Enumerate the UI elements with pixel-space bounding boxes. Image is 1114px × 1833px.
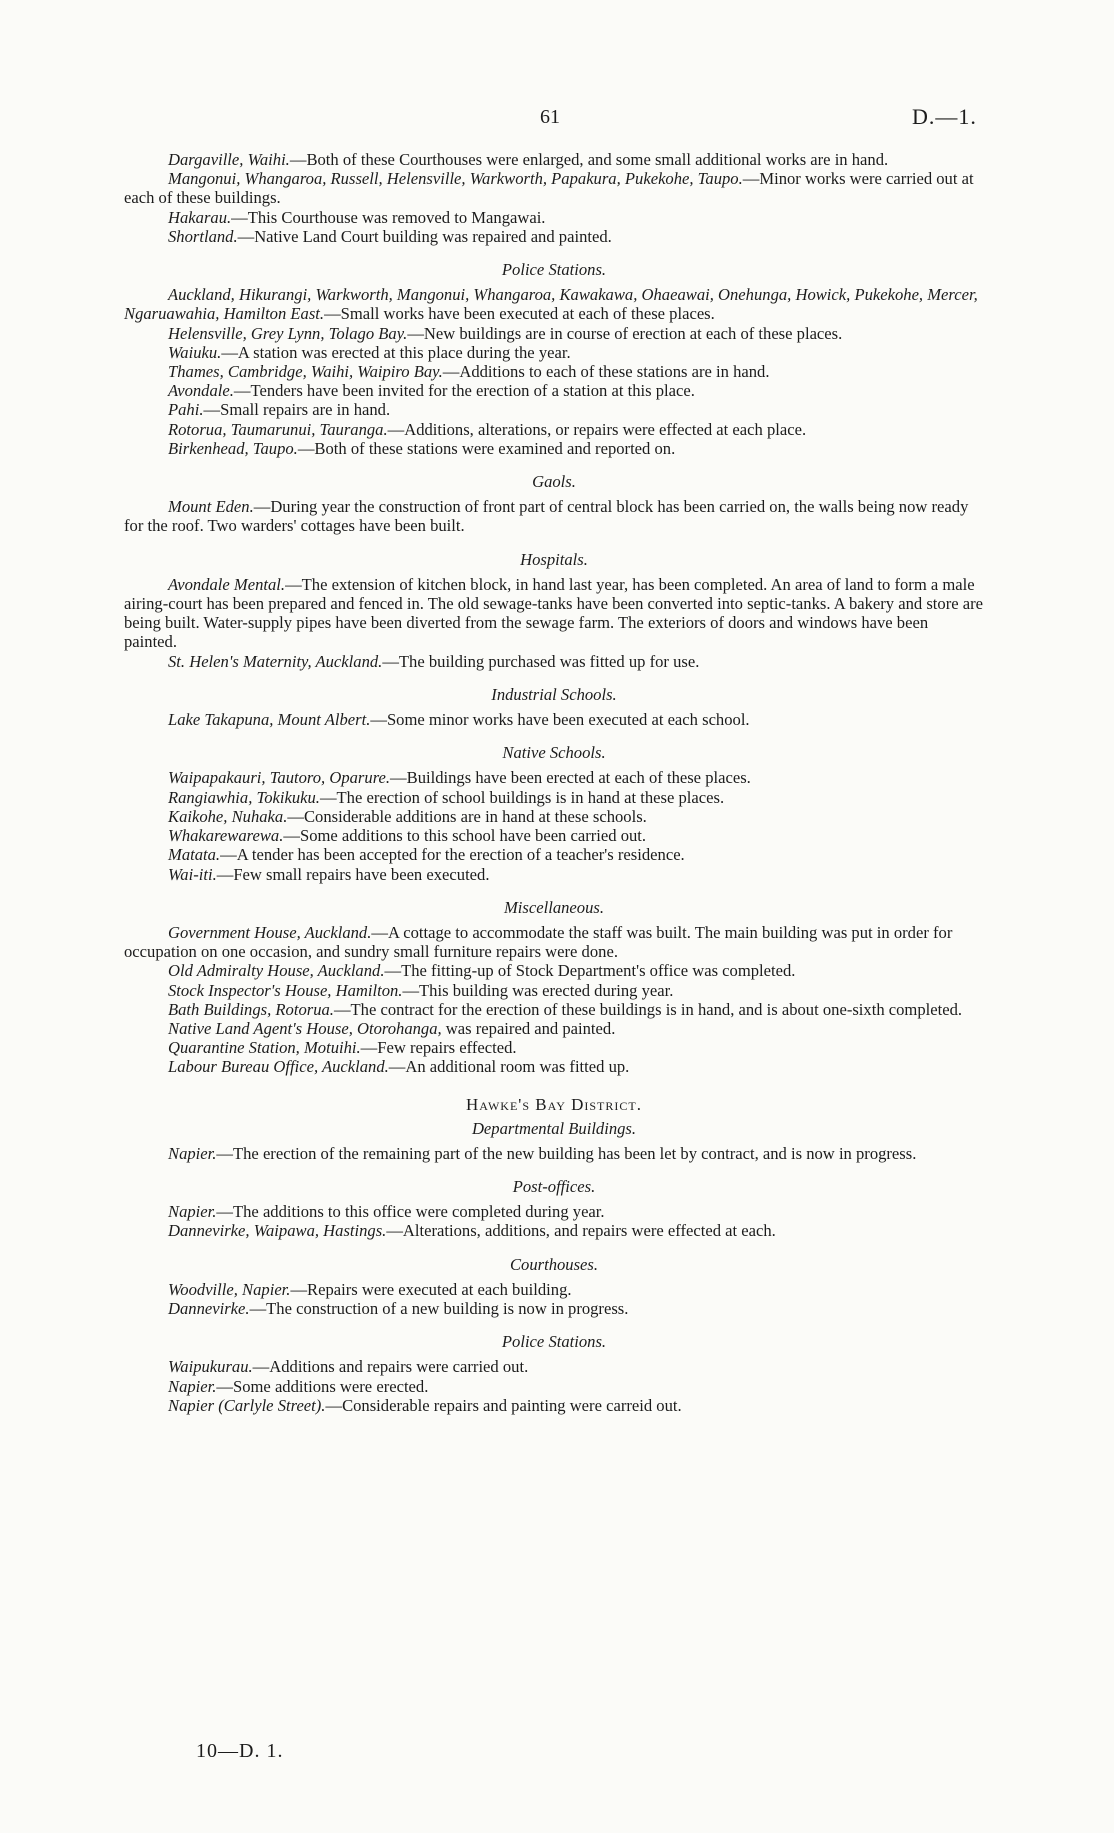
entry-text: —Some additions were erected. (216, 1376, 429, 1396)
report-entry (124, 923, 984, 961)
section-heading: Gaols. (532, 472, 576, 492)
report-entry (124, 1377, 984, 1396)
entry-location: Dargaville, Waihi. (168, 150, 290, 169)
entry-text: —Minor works were carried out at each of these buildings. (124, 169, 974, 208)
entry-location: Napier (Carlyle Street). (168, 1395, 326, 1415)
entry-text: —Both of these Courthouses were enlarged, and some small additional works are in hand. (289, 150, 889, 169)
entry-text: —The contract for the erection of these buildings is in hand, and is about one-sixth completed. (333, 999, 963, 1019)
entry-location: Wai-iti. (168, 864, 217, 884)
report-entry (124, 845, 984, 864)
entry-location: Dannevirke. (168, 1298, 250, 1318)
entry-text: —The extension of kitchen block, in hand last year, has been completed. An area of land to form a male airing-court has been prepared and fenced in. The old sewage-tanks have been converted into septic-tanks. A bakery and store are being built. Water-supply pipes have been diverted from the sewage farm. The exteriors of doors and windows have been painted. (124, 574, 984, 652)
entry-text: —Small repairs are in hand. (203, 400, 391, 420)
section-heading: Police Stations. (501, 260, 607, 280)
report-entry (124, 1396, 984, 1415)
page-number: 61 (540, 106, 560, 128)
entry-text: —Additions, alterations, or repairs were effected at each place. (387, 419, 807, 439)
entry-location: Mount Eden. (168, 497, 254, 517)
entry-location: Shortland. (168, 226, 238, 246)
report-entry (124, 961, 984, 980)
report-entry (124, 497, 984, 535)
entry-text: —A tender has been accepted for the erection of a teacher's residence. (220, 845, 685, 865)
report-entry (124, 362, 984, 381)
report-entry (124, 150, 984, 169)
entry-text: —This Courthouse was removed to Mangawai. (231, 207, 546, 227)
entry-location: Napier. (168, 1143, 217, 1163)
entry-location: St. Helen's Maternity, Auckland. (168, 651, 383, 671)
entry-text: —An additional room was fitted up. (388, 1057, 630, 1077)
report-entry (124, 324, 984, 343)
entry-text: —The building purchased was fitted up for use. (382, 651, 700, 671)
report-entry (124, 227, 984, 246)
entry-location: Hakarau. (168, 207, 232, 227)
entry-location: Quarantine Station, Motuihi. (168, 1038, 361, 1058)
entry-location: Dannevirke, Waipawa, Hastings. (168, 1221, 387, 1241)
entry-location: Birkenhead, Taupo. (168, 438, 298, 458)
entry-location: Avondale. (168, 381, 234, 401)
section-heading: Industrial Schools. (491, 684, 617, 704)
entry-text: —The construction of a new building is now in progress. (249, 1298, 629, 1318)
report-entry (124, 400, 984, 419)
entry-location: Waiuku. (168, 342, 222, 362)
report-entry (124, 1280, 984, 1299)
district-heading: Hawke's Bay District. (466, 1094, 642, 1114)
entry-location: Rangiawhia, Tokikuku. (168, 787, 320, 807)
report-entry (124, 710, 984, 729)
entry-text: —Buildings have been erected at each of these places. (390, 768, 751, 788)
report-entry (124, 1299, 984, 1318)
entry-text: —Considerable repairs and painting were carreid out. (325, 1395, 682, 1415)
section-heading: Departmental Buildings. (471, 1118, 637, 1138)
entry-location: Waipukurau. (168, 1357, 253, 1377)
entry-location: Rotorua, Taumarunui, Tauranga. (168, 419, 388, 439)
entry-location: Mangonui, Whangaroa, Russell, Helensville, Warkworth, Papakura, Pukekohe, Taupo. (168, 169, 743, 189)
entry-text: —The fitting-up of Stock Department's office was completed. (384, 961, 796, 981)
entry-text: —Few repairs effected. (360, 1038, 517, 1058)
entry-location: Pahi. (168, 400, 204, 420)
report-entry (124, 1057, 984, 1076)
report-entry (124, 169, 984, 207)
entry-text: —Few small repairs have been executed. (216, 864, 490, 884)
report-entry (124, 208, 984, 227)
entry-location: Kaikohe, Nuhaka. (168, 806, 288, 826)
entry-location: Woodville, Napier. (168, 1279, 291, 1299)
report-entry (124, 807, 984, 826)
section-heading: Hospitals. (520, 549, 588, 569)
entry-text: —Tenders have been invited for the erection of a station at this place. (233, 381, 695, 401)
document-reference: D.—1. (912, 104, 977, 129)
report-entry (124, 788, 984, 807)
entry-text: —The additions to this office were completed during year. (216, 1202, 605, 1222)
section-heading: Police Stations. (501, 1332, 607, 1352)
report-entry (124, 381, 984, 400)
report-entry (124, 652, 984, 671)
entry-location: Napier. (168, 1376, 217, 1396)
entry-text: —Native Land Court building was repaired and painted. (237, 226, 612, 246)
entry-text: —A cottage to accommodate the staff was built. The main building was put in order for occupation on one occasion, and sundry small furniture repairs were done. (124, 922, 953, 962)
entry-text: —Additions to each of these stations are in hand. (442, 362, 770, 382)
entry-location: Waipapakauri, Tautoro, Oparure. (168, 768, 391, 788)
report-entry (124, 1221, 984, 1240)
report-entry (124, 1019, 984, 1038)
entry-text: —New buildings are in course of erection at each of these places. (407, 323, 843, 343)
entry-text: —Both of these stations were examined and reported on. (297, 438, 676, 458)
entry-text: —Considerable additions are in hand at these schools. (287, 806, 647, 826)
entry-location: Whakarewarewa. (168, 826, 284, 846)
section-heading: Miscellaneous. (503, 897, 604, 917)
entry-location: Helensville, Grey Lynn, Tolago Bay. (168, 323, 408, 343)
entry-location: Thames, Cambridge, Waihi, Waipiro Bay. (168, 362, 443, 382)
section-heading: Post-offices. (512, 1176, 596, 1196)
entry-location: Napier. (168, 1202, 217, 1222)
report-entry (124, 826, 984, 845)
report-entry (124, 865, 984, 884)
entry-text: —Alterations, additions, and repairs were effected at each. (386, 1221, 776, 1241)
entry-location: Matata. (168, 845, 221, 865)
report-entry (124, 1000, 984, 1019)
entry-location: Government House, Auckland. (168, 922, 372, 942)
report-entry (124, 439, 984, 458)
entry-text: —Repairs were executed at each building. (290, 1279, 572, 1299)
report-entry (124, 1038, 984, 1057)
report-entry (124, 575, 984, 652)
report-entry (124, 1144, 984, 1163)
report-entry (124, 285, 984, 323)
entry-text: —This building was erected during year. (402, 980, 674, 1000)
entry-location: Labour Bureau Office, Auckland. (168, 1057, 389, 1077)
entry-location: Lake Takapuna, Mount Albert. (168, 710, 371, 730)
report-entry (124, 768, 984, 787)
entry-text: —During year the construction of front part of central block has been carried on, the walls being now ready for the roof. Two warders' cottages have been built. (124, 497, 969, 536)
entry-text: —Additions and repairs were carried out. (252, 1357, 529, 1377)
entry-location: Avondale Mental. (168, 574, 286, 594)
report-entry (124, 1202, 984, 1221)
footer-signature: 10—D. 1. (196, 1740, 284, 1762)
entry-text: —The erection of the remaining part of the new building has been let by contract, and is now in progress. (216, 1143, 917, 1163)
section-heading: Courthouses. (509, 1254, 599, 1274)
entry-text: —A station was erected at this place during the year. (221, 342, 571, 362)
report-entry (124, 420, 984, 439)
entry-location: Old Admiralty House, Auckland. (168, 961, 385, 981)
entry-text: was repaired and painted. (441, 1018, 616, 1038)
entry-text: —Some additions to this school have been carried out. (283, 826, 647, 846)
report-entry (124, 981, 984, 1000)
page-body (124, 150, 984, 1415)
entry-location: Native Land Agent's House, Otorohanga, (168, 1018, 442, 1038)
report-entry (124, 343, 984, 362)
entry-text: —The erection of school buildings is in hand at these places. (319, 787, 725, 807)
report-entry (124, 1357, 984, 1376)
entry-location: Stock Inspector's House, Hamilton. (168, 980, 403, 1000)
entry-text: —Some minor works have been executed at each school. (370, 710, 750, 730)
entry-text: —Small works have been executed at each of these places. (324, 304, 715, 324)
entry-location: Auckland, Hikurangi, Warkworth, Mangonui, Whangaroa, Kawakawa, Ohaeawai, Onehunga, Howick, Pukekohe, Mercer, Ngaruawahia, Hamilton East. (124, 285, 978, 324)
entry-location: Bath Buildings, Rotorua. (168, 999, 334, 1019)
section-heading: Native Schools. (502, 743, 606, 763)
